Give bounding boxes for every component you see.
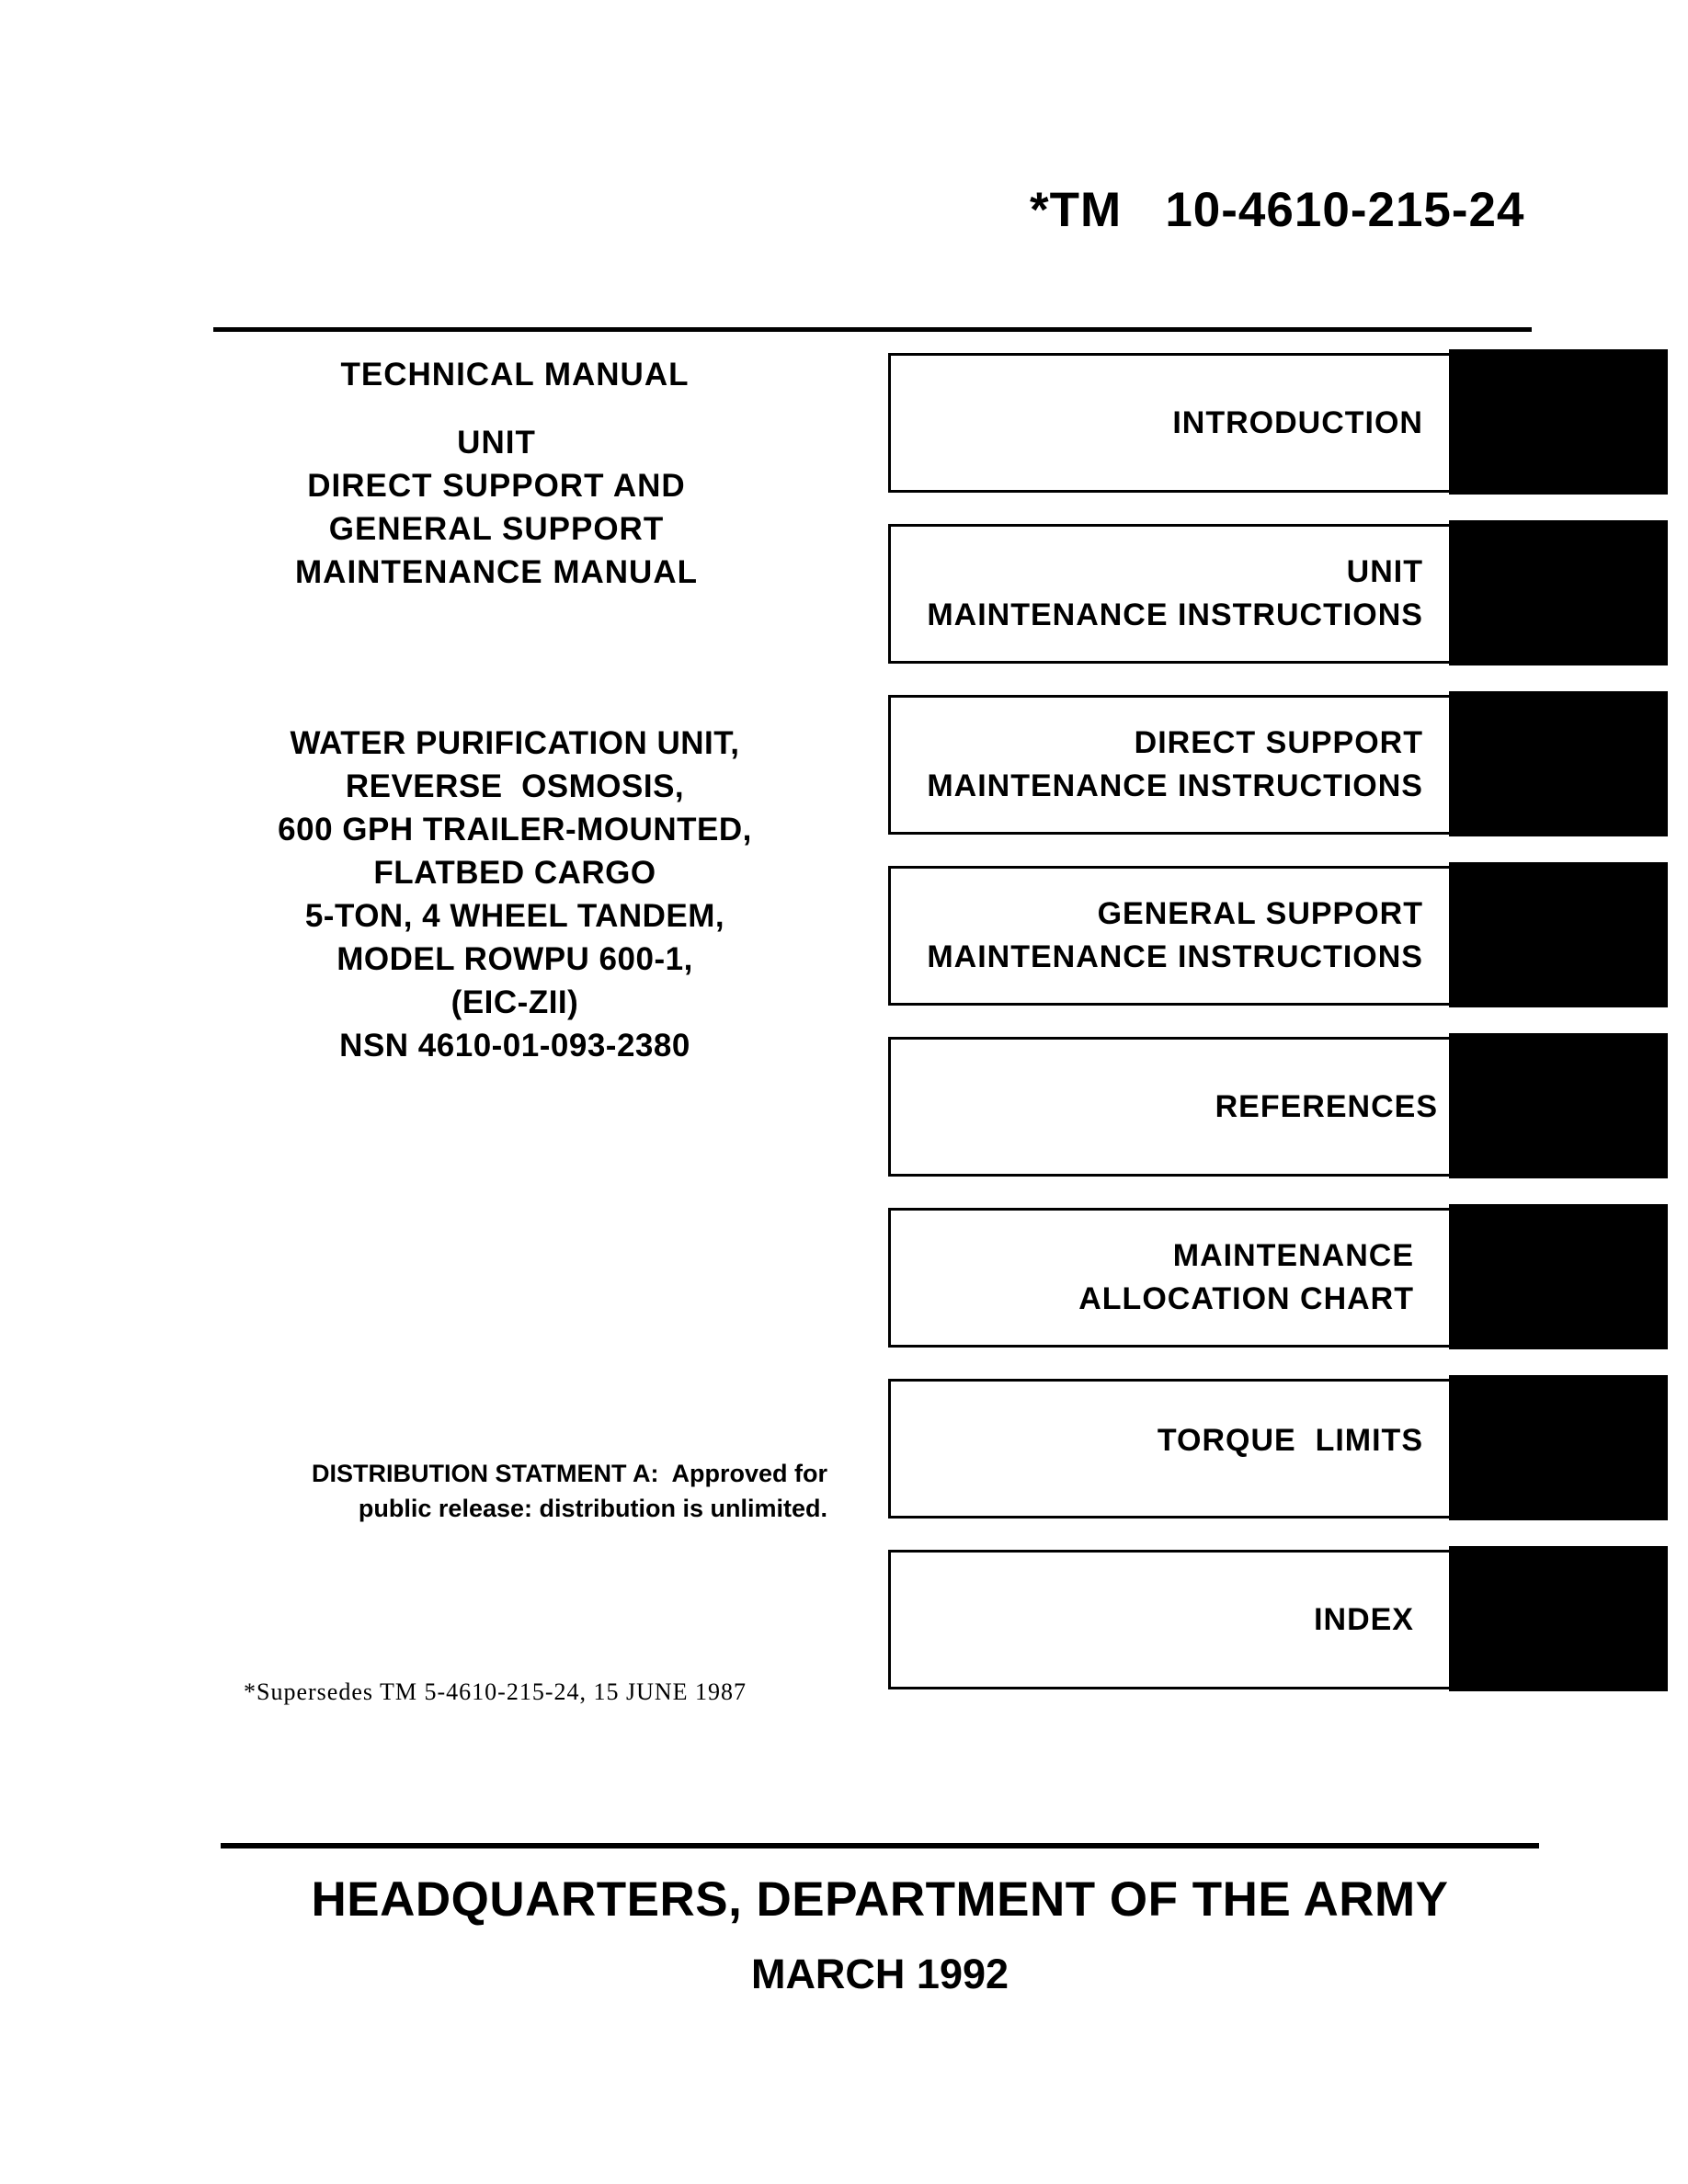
- nsn-number: NSN 4610-01-093-2380: [339, 1028, 690, 1064]
- tab-label: [908, 1379, 1451, 1519]
- tab-index[interactable]: [888, 1550, 1668, 1691]
- tab-label-line: INDEX: [1314, 1601, 1414, 1637]
- equipment-line: WATER PURIFICATION UNIT,: [290, 725, 740, 761]
- tab-thumb-marker: [1449, 1546, 1668, 1691]
- publication-date: MARCH 1992: [750, 1951, 1009, 1997]
- tab-maintenance-allocation-chart[interactable]: [888, 1208, 1668, 1349]
- tab-label: [908, 1550, 1451, 1689]
- supersedes-note: *Supersedes TM 5-4610-215-24, 15 JUNE 1987: [244, 1678, 747, 1705]
- equipment-line: (EIC-ZII): [451, 984, 579, 1020]
- distribution-line: public release: distribution is unlimited.: [358, 1495, 827, 1522]
- tab-thumb-marker: [1449, 349, 1668, 495]
- tab-label-line: UNIT: [1346, 554, 1423, 589]
- tab-unit-maintenance[interactable]: [888, 524, 1668, 665]
- tab-thumb-marker: [1449, 520, 1668, 665]
- equipment-line: REVERSE OSMOSIS,: [345, 768, 685, 804]
- equipment-description: [276, 722, 754, 1067]
- tab-torque-limits[interactable]: [888, 1379, 1668, 1520]
- manual-title-line: DIRECT SUPPORT AND: [307, 468, 686, 504]
- tab-label-line: ALLOCATION CHART: [1078, 1281, 1414, 1316]
- tab-label-line: TORQUE LIMITS: [1157, 1423, 1423, 1458]
- tab-general-support[interactable]: [888, 866, 1668, 1007]
- tab-thumb-marker: [1449, 1204, 1668, 1349]
- tab-label-line: INTRODUCTION: [1172, 404, 1423, 440]
- tab-introduction[interactable]: [888, 353, 1668, 495]
- tab-label: [908, 353, 1451, 493]
- tab-references[interactable]: [888, 1037, 1668, 1178]
- top-rule: [213, 327, 1532, 332]
- manual-title-line: MAINTENANCE MANUAL: [295, 554, 698, 590]
- publisher: HEADQUARTERS, DEPARTMENT OF THE ARMY: [311, 1872, 1449, 1927]
- distribution-line: DISTRIBUTION STATMENT A: Approved for: [312, 1460, 827, 1487]
- manual-title: [257, 421, 736, 594]
- tab-label-line: DIRECT SUPPORT: [1134, 725, 1423, 760]
- bottom-rule: [221, 1843, 1539, 1848]
- tab-thumb-marker: [1449, 1375, 1668, 1520]
- tab-thumb-marker: [1449, 1033, 1668, 1178]
- tab-label-line: GENERAL SUPPORT: [1097, 896, 1423, 931]
- tab-label-line: MAINTENANCE INSTRUCTIONS: [927, 597, 1423, 632]
- manual-title-line: GENERAL SUPPORT: [328, 511, 665, 547]
- equipment-line: FLATBED CARGO: [373, 855, 656, 891]
- tab-thumb-marker: [1449, 862, 1668, 1007]
- manual-title-line: UNIT: [457, 425, 536, 461]
- manual-type: TECHNICAL MANUAL: [340, 357, 690, 392]
- tab-label: [908, 1208, 1451, 1348]
- tab-direct-support[interactable]: [888, 695, 1668, 836]
- tab-label: [908, 524, 1451, 664]
- tab-thumb-marker: [1449, 691, 1668, 836]
- document-number: *TM 10-4610-215-24: [1030, 183, 1525, 237]
- tab-label-line: MAINTENANCE: [1172, 1238, 1414, 1273]
- tab-label: [908, 695, 1451, 835]
- tab-label: [908, 866, 1451, 1006]
- equipment-line: 600 GPH TRAILER-MOUNTED,: [278, 812, 752, 847]
- distribution-statement: [276, 1456, 827, 1526]
- tab-label-line: REFERENCES: [1215, 1088, 1438, 1124]
- equipment-line: 5-TON, 4 WHEEL TANDEM,: [304, 898, 725, 934]
- tab-label: [908, 1037, 1451, 1177]
- tab-label-line: MAINTENANCE INSTRUCTIONS: [927, 939, 1423, 974]
- equipment-line: MODEL ROWPU 600-1,: [336, 941, 693, 977]
- tab-label-line: MAINTENANCE INSTRUCTIONS: [927, 768, 1423, 803]
